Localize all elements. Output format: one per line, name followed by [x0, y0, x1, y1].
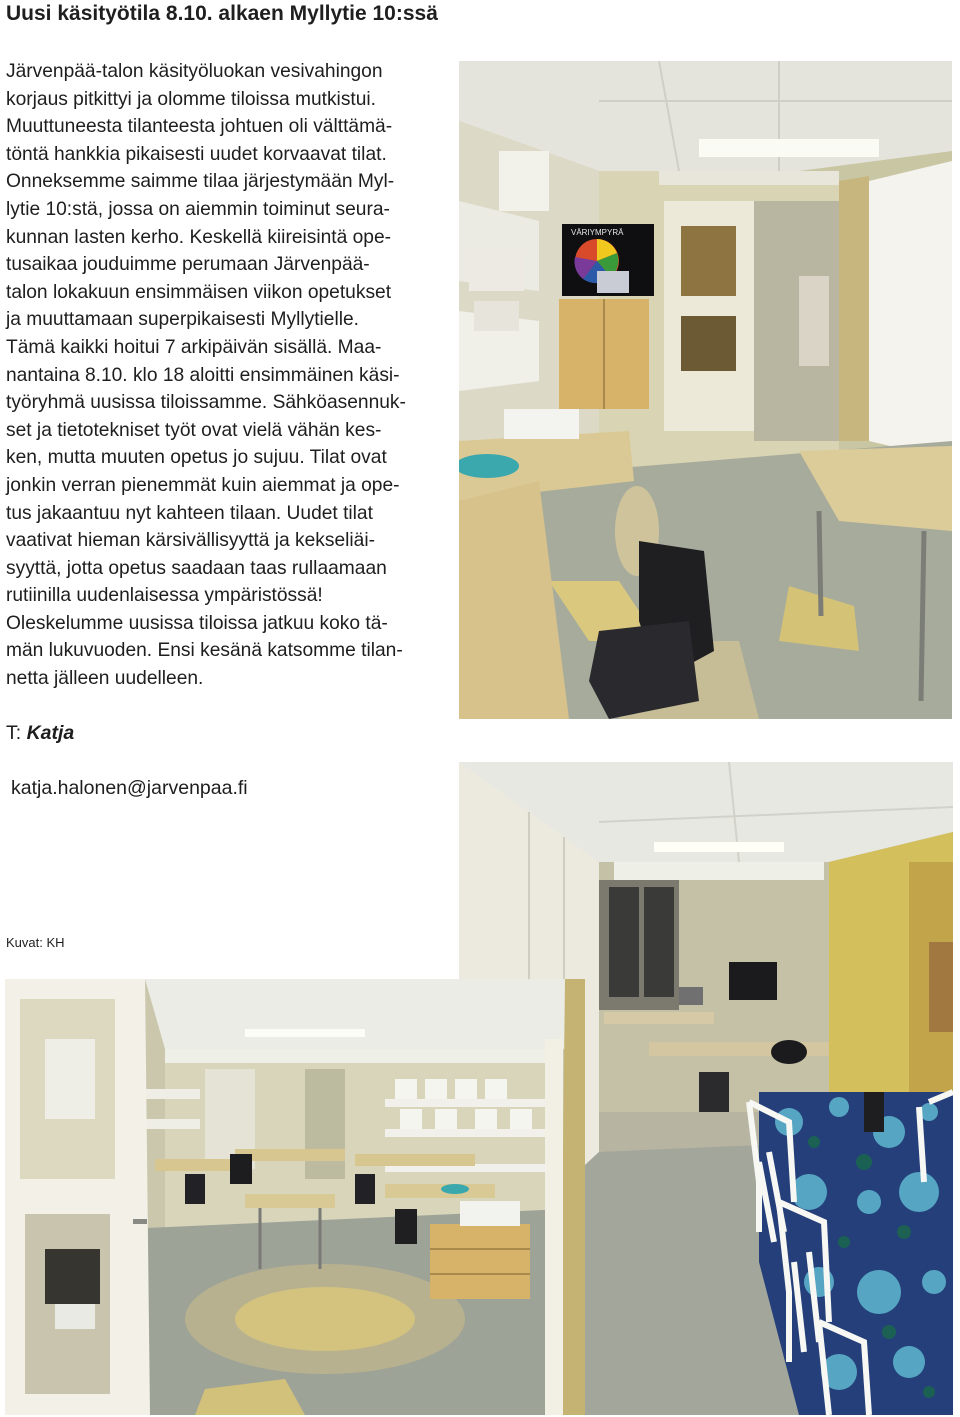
- body-line: vaativat hieman kärsivällisyyttä ja kekseliäi-: [6, 530, 375, 552]
- body-line: jonkin verran pienemmät kuin aiemmat ja ope-: [6, 474, 400, 496]
- photo-credit: Kuvat: KH: [6, 935, 65, 950]
- body-line: tus jakaantuu nyt kahteen tilaan. Uudet tilat: [6, 502, 373, 524]
- author-email[interactable]: katja.halonen@jarvenpaa.fi: [11, 777, 248, 799]
- photo-classroom-overview-image: [5, 979, 585, 1415]
- body-line: netta jälleen uudelleen.: [6, 668, 204, 690]
- body-line: Järvenpää-talon käsityöluokan vesivahingon: [6, 61, 383, 82]
- author-prefix: T:: [6, 722, 22, 744]
- poster-text: VÄRIYMPYRÄ: [571, 228, 624, 237]
- body-line: lytie 10:stä, jossa on aiemmin toiminut seura-: [6, 198, 390, 220]
- photo-classroom-overview: [5, 979, 585, 1415]
- body-line: ja muuttamaan superpikaisesti Myllytielle.: [6, 309, 359, 331]
- photo-classroom-door-image: [459, 61, 952, 719]
- body-line: töntä hankkia pikaisesti uudet korvaavat tilat.: [6, 143, 387, 165]
- photo-classroom-door: [459, 61, 952, 719]
- author-line: [6, 722, 74, 745]
- body-line: korjaus pitkittyi ja olomme tiloissa mutkistui.: [6, 88, 377, 110]
- body-line: Muuttuneesta tilanteesta johtuen oli välttämä-: [6, 116, 393, 138]
- body-line: Onneksemme saimme tilaa järjestymään Myl-: [6, 171, 395, 193]
- body-line: Tämä kaikki hoitui 7 arkipäivän sisällä. Maa-: [6, 336, 382, 358]
- body-line: työryhmä uusissa tiloissamme. Sähköasennuk-: [6, 392, 406, 414]
- body-line: kunnan lasten kerho. Keskellä kiireisintä ope-: [6, 226, 392, 248]
- body-line: nantaina 8.10. klo 18 aloitti ensimmäinen käsi-: [6, 364, 400, 386]
- body-line: syyttä, jotta opetus saadaan taas rullaamaan: [6, 557, 387, 579]
- body-line: ken, mutta muuten opetus jo sujuu. Tilat ovat: [6, 447, 387, 469]
- article-title: Uusi käsityötila 8.10. alkaen Myllytie 10:ssä: [6, 2, 438, 25]
- body-line: tusaikaa jouduimme perumaan Järvenpää-: [6, 254, 370, 276]
- author-name: Katja: [26, 722, 75, 744]
- body-line: män lukuvuoden. Ensi kesänä katsomme tilan-: [6, 640, 403, 662]
- body-line: set ja tietotekniset työt ovat vielä vähän kes-: [6, 419, 382, 441]
- body-line: Oleskelumme uusissa tiloissa jatkuu koko tä-: [6, 612, 388, 634]
- body-line: talon lokakuun ensimmäisen viikon opetukset: [6, 281, 392, 303]
- body-line: rutiinilla uudenlaisessa ympäristössä!: [6, 585, 323, 607]
- article-body: [6, 58, 446, 693]
